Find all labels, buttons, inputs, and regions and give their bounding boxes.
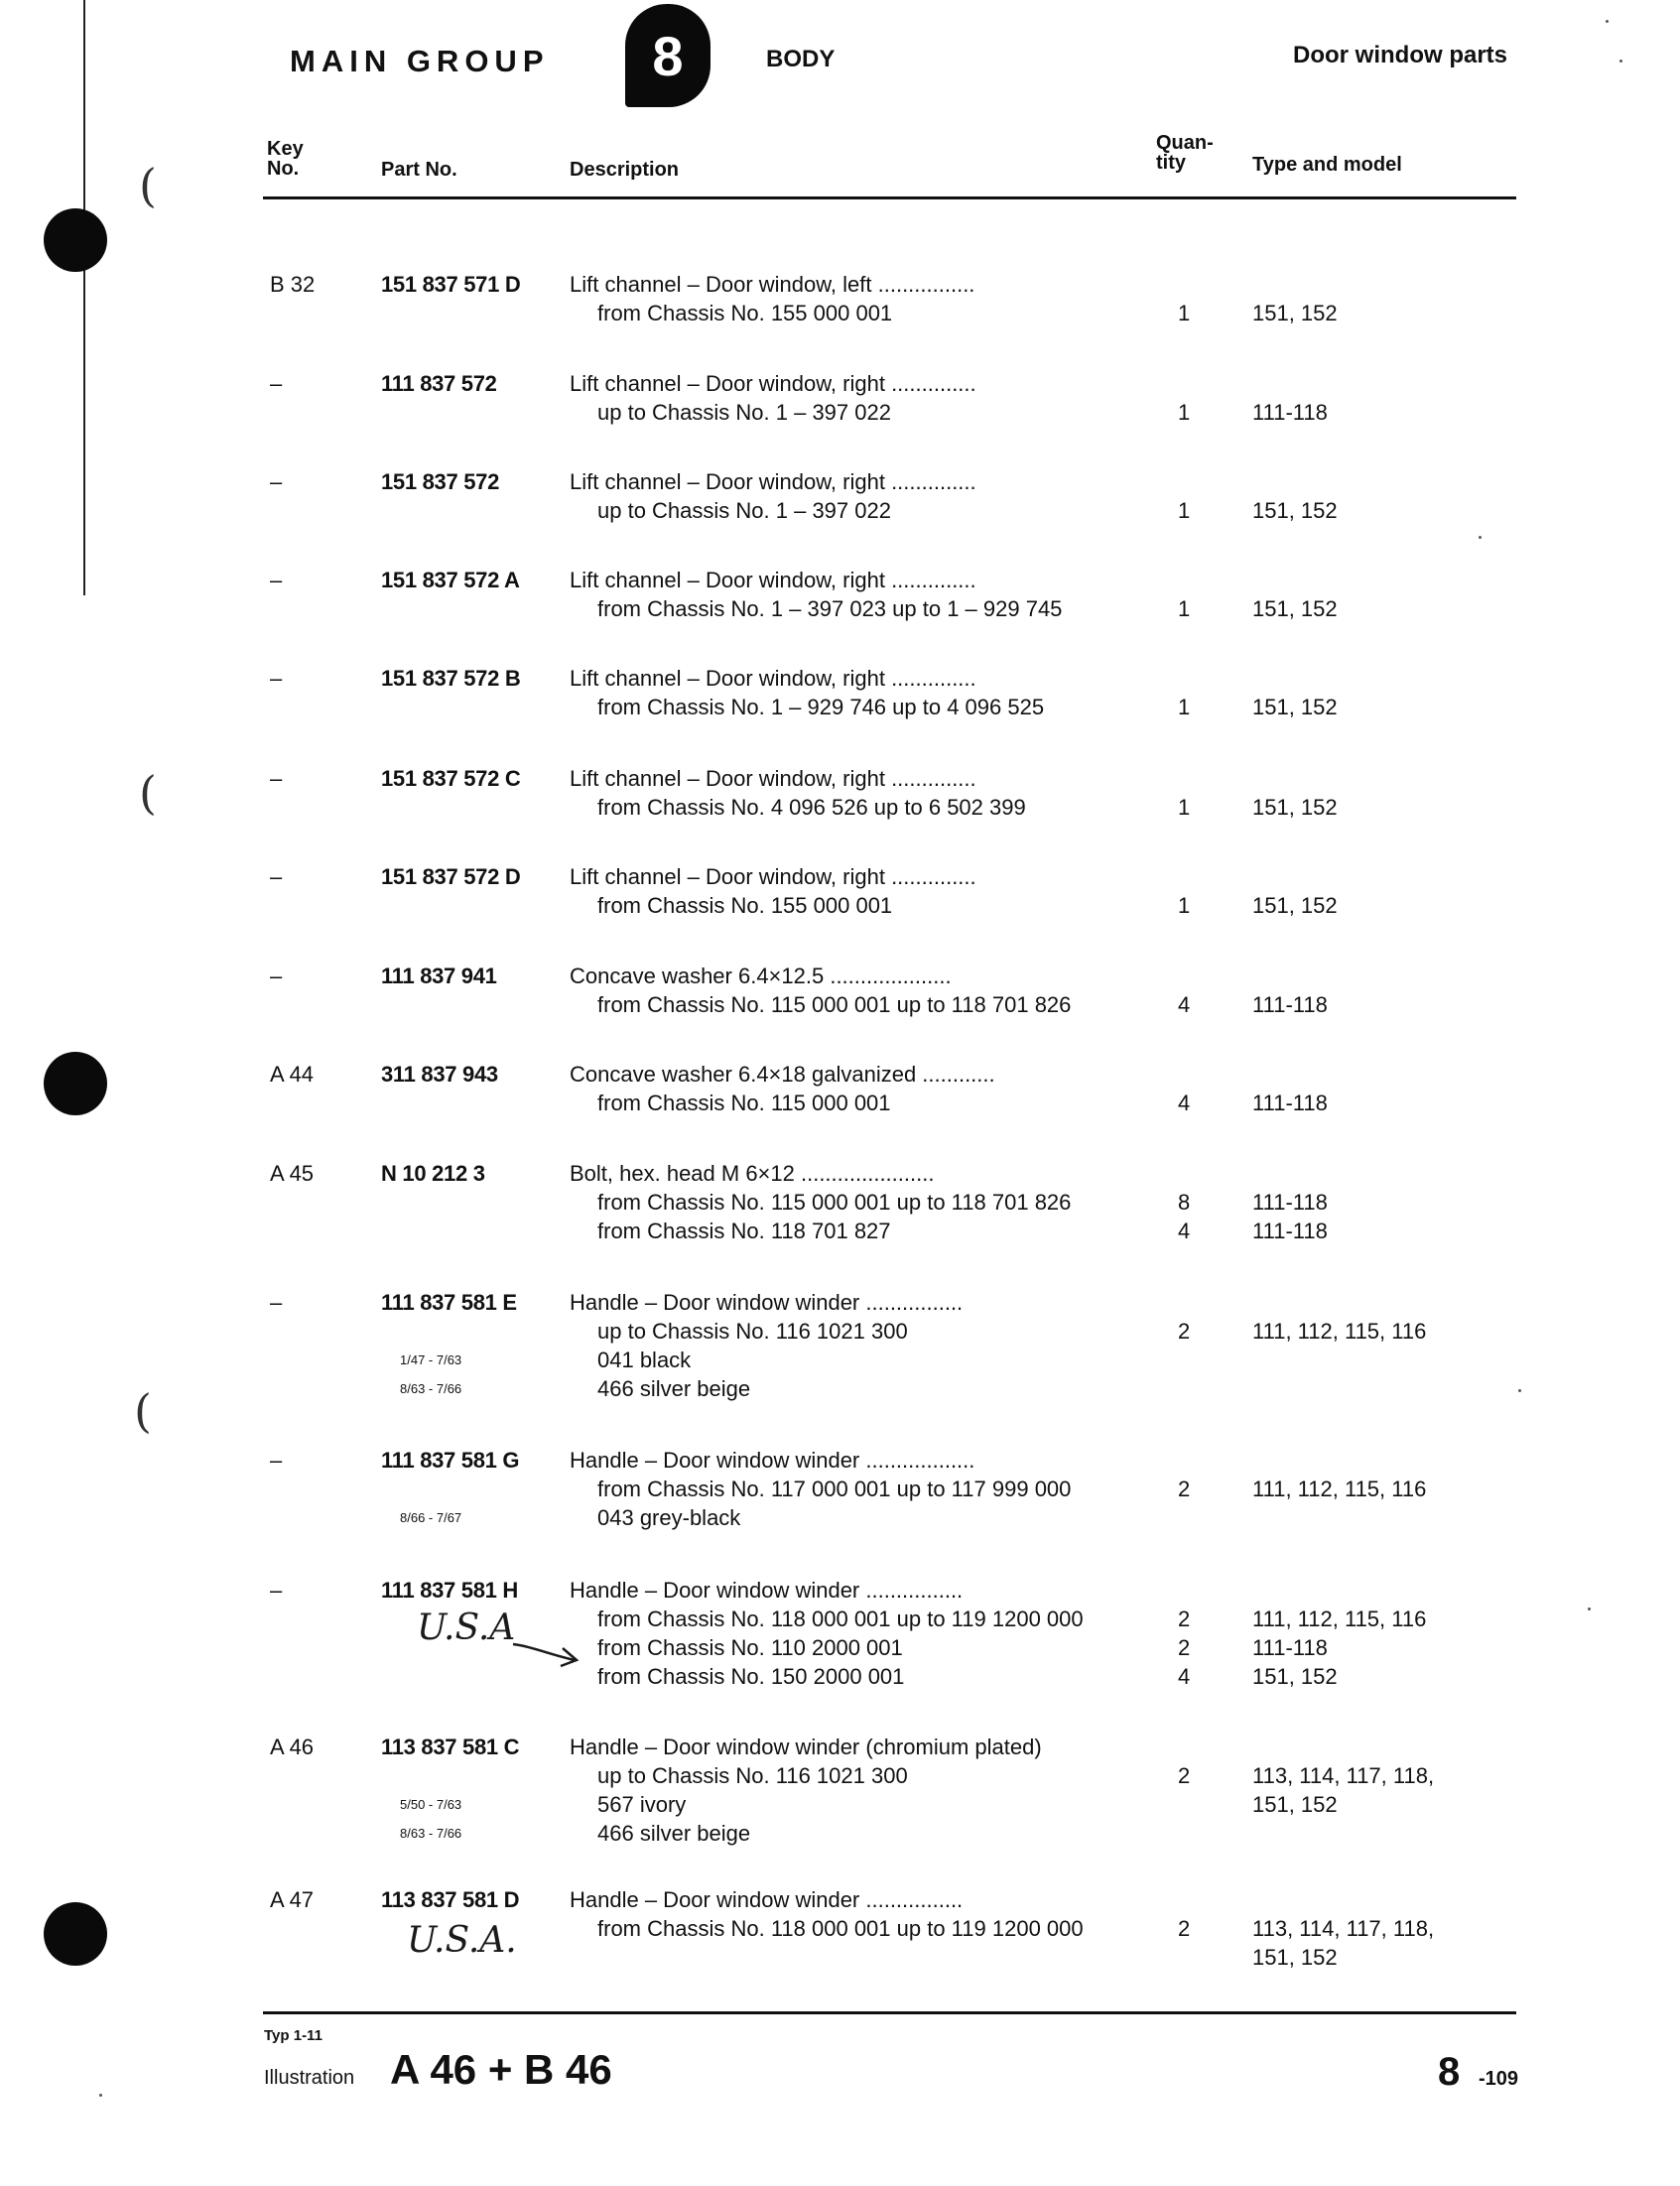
- part-number: 151 837 572 D: [381, 864, 521, 889]
- date-range: 1/47 - 7/63: [400, 1352, 462, 1367]
- margin-mark: (: [139, 766, 157, 820]
- table-row: [0, 962, 1680, 1017]
- page-number: 8: [1438, 2050, 1461, 2094]
- quantity-value: 4: [1178, 1091, 1191, 1115]
- type-model-value: [1252, 1159, 1328, 1188]
- part-title: Handle – Door window winder ................: [570, 1887, 964, 1912]
- description: [570, 1576, 1145, 1691]
- chassis-range: from Chassis No. 4 096 526 up to 6 502 399: [597, 795, 1026, 820]
- type-model-value: 111, 112, 115, 116: [1252, 1607, 1427, 1631]
- type-model-value: 151, 152: [1252, 1792, 1338, 1817]
- type-model-value: 111-118: [1252, 1635, 1328, 1660]
- scan-speck: [99, 2094, 102, 2097]
- part-number: 151 837 572: [381, 469, 500, 494]
- type-model-value: [1252, 764, 1338, 793]
- key-number: –: [270, 964, 283, 988]
- quantity-value: 8: [1178, 1190, 1191, 1215]
- production-dates: [400, 1288, 461, 1403]
- quantity-value: [1178, 764, 1190, 793]
- quantity: [1178, 764, 1190, 822]
- margin-mark: (: [134, 1384, 152, 1438]
- type-model: [1252, 664, 1338, 721]
- type-model: [1252, 764, 1338, 822]
- binder-line: [83, 0, 85, 595]
- type-model-value: 151, 152: [1252, 596, 1338, 621]
- type-model-value: 111, 112, 115, 116: [1252, 1319, 1427, 1344]
- type-model-value: 151, 152: [1252, 795, 1338, 820]
- part-title: Handle – Door window winder (chromium plated): [570, 1735, 1042, 1759]
- chassis-range: from Chassis No. 1 – 929 746 up to 4 096 525: [597, 695, 1045, 719]
- chassis-range: from Chassis No. 118 701 827: [597, 1219, 891, 1243]
- type-model: [1252, 1733, 1434, 1819]
- scan-speck: [1619, 60, 1622, 63]
- quantity-value: [1178, 962, 1190, 990]
- table-row: [0, 764, 1680, 820]
- color-variant: 043 grey-black: [597, 1505, 741, 1530]
- key-number: –: [270, 1448, 283, 1473]
- quantity-value: 2: [1178, 1916, 1191, 1941]
- scan-speck: [1518, 1389, 1521, 1392]
- quantity: [1178, 1885, 1190, 1943]
- chassis-range: from Chassis No. 155 000 001: [597, 893, 893, 918]
- description: [570, 1159, 1145, 1245]
- type-model-value: [1252, 467, 1338, 496]
- quantity-value: 4: [1178, 1664, 1191, 1689]
- part-title: Lift channel – Door window, right ..............: [570, 864, 976, 889]
- quantity-value: [1178, 369, 1190, 398]
- date-range: [400, 1288, 461, 1317]
- key-number: –: [270, 469, 283, 494]
- part-title: Lift channel – Door window, right ..............: [570, 568, 976, 592]
- chassis-range: from Chassis No. 118 000 001 up to 119 1200 000: [597, 1607, 1084, 1631]
- type-model: [1252, 369, 1328, 427]
- table-row: [0, 1733, 1680, 1846]
- part-title: Lift channel – Door window, right ..............: [570, 469, 976, 494]
- quantity: [1178, 270, 1190, 327]
- quantity: [1178, 566, 1190, 623]
- part-title: Lift channel – Door window, left ................: [570, 272, 975, 297]
- quantity-value: 1: [1178, 596, 1191, 621]
- part-number: 111 837 581 H: [381, 1578, 519, 1603]
- part-title: Lift channel – Door window, right ..............: [570, 371, 976, 396]
- chassis-range: from Chassis No. 117 000 001 up to 117 999 000: [597, 1477, 1072, 1501]
- chassis-range: from Chassis No. 118 000 001 up to 119 1200 000: [597, 1916, 1084, 1941]
- part-number: N 10 212 3: [381, 1161, 485, 1186]
- part-number: 151 837 571 D: [381, 272, 521, 297]
- main-group-title: MAIN GROUP: [290, 44, 550, 78]
- type-model-value: [1252, 1885, 1434, 1914]
- quantity-value: 1: [1178, 498, 1191, 523]
- type-model-value: 111-118: [1252, 400, 1328, 425]
- type-model-value: [1252, 962, 1328, 990]
- type-model: [1252, 862, 1338, 920]
- quantity: [1178, 1576, 1190, 1691]
- production-dates: [400, 1733, 461, 1848]
- type-model: [1252, 566, 1338, 623]
- quantity-value: [1178, 270, 1190, 299]
- date-range: [400, 1733, 461, 1761]
- type-model-value: [1252, 1576, 1426, 1605]
- quantity-value: [1178, 467, 1190, 496]
- col-key: Key No.: [267, 138, 304, 180]
- part-number: 311 837 943: [381, 1062, 498, 1087]
- type-model-value: [1252, 664, 1338, 693]
- key-number: A 46: [270, 1735, 315, 1759]
- quantity: [1178, 1733, 1190, 1790]
- part-title: Handle – Door window winder ................: [570, 1290, 964, 1315]
- quantity: [1178, 664, 1190, 721]
- quantity-value: 2: [1178, 1477, 1191, 1501]
- quantity-value: 1: [1178, 795, 1191, 820]
- chassis-range: up to Chassis No. 1 – 397 022: [597, 400, 891, 425]
- date-range: [400, 1446, 461, 1475]
- part-number: 113 837 581 D: [381, 1887, 520, 1912]
- part-title: Lift channel – Door window, right ..............: [570, 766, 976, 791]
- key-number: A 47: [270, 1887, 315, 1912]
- subsection-title: Door window parts: [1293, 42, 1507, 68]
- part-number: 113 837 581 C: [381, 1735, 520, 1759]
- section-title: BODY: [766, 46, 836, 72]
- description: [570, 962, 1145, 1019]
- table-row: [0, 566, 1680, 621]
- description: [570, 369, 1145, 427]
- type-model-value: 111-118: [1252, 1091, 1328, 1115]
- key-number: –: [270, 371, 283, 396]
- key-number: –: [270, 1290, 283, 1315]
- quantity-value: [1178, 1159, 1190, 1188]
- chassis-range: from Chassis No. 1 – 397 023 up to 1 – 929 745: [597, 596, 1063, 621]
- color-variant: 466 silver beige: [597, 1376, 751, 1401]
- type-model-value: [1252, 1060, 1328, 1089]
- quantity: [1178, 862, 1190, 920]
- part-title: Bolt, hex. head M 6×12 ......................: [570, 1161, 935, 1186]
- type-model-value: 151, 152: [1252, 695, 1338, 719]
- col-description: Description: [570, 159, 680, 181]
- part-title: Lift channel – Door window, right ..............: [570, 666, 976, 691]
- table-row: [0, 270, 1680, 325]
- table-row: [0, 369, 1680, 425]
- scan-speck: [1606, 20, 1609, 23]
- type-model-value: 151, 152: [1252, 301, 1338, 325]
- group-number-badge: [625, 4, 711, 107]
- part-number: 151 837 572 B: [381, 666, 521, 691]
- part-title: Concave washer 6.4×18 galvanized ............: [570, 1062, 995, 1087]
- footer-type: Typ 1-11: [264, 2027, 323, 2044]
- illustration-label: Illustration: [264, 2067, 355, 2089]
- description: [570, 862, 1145, 920]
- quantity: [1178, 369, 1190, 427]
- chassis-range: from Chassis No. 115 000 001 up to 118 701 826: [597, 1190, 1072, 1215]
- col-type: Type and model: [1252, 154, 1402, 176]
- quantity-value: 2: [1178, 1635, 1191, 1660]
- type-model: [1252, 1060, 1328, 1117]
- key-number: –: [270, 864, 283, 889]
- type-model-value: 111-118: [1252, 1219, 1328, 1243]
- color-variant: 567 ivory: [597, 1792, 687, 1817]
- part-title: Concave washer 6.4×12.5 ....................: [570, 964, 952, 988]
- type-model-value: 151, 152: [1252, 1664, 1338, 1689]
- type-model-value: [1252, 270, 1338, 299]
- part-title: Handle – Door window winder ..................: [570, 1448, 975, 1473]
- date-range: 8/63 - 7/66: [400, 1381, 462, 1396]
- table-row: [0, 467, 1680, 523]
- quantity-value: [1178, 1733, 1190, 1761]
- type-model: [1252, 270, 1338, 327]
- quantity: [1178, 1446, 1190, 1503]
- quantity: [1178, 1060, 1190, 1117]
- table-row: [0, 664, 1680, 719]
- part-title: Handle – Door window winder ................: [570, 1578, 964, 1603]
- key-number: –: [270, 568, 283, 592]
- part-number: 151 837 572 C: [381, 766, 521, 791]
- table-row: [0, 862, 1680, 918]
- quantity-value: [1178, 1060, 1190, 1089]
- scan-speck: [1588, 1607, 1591, 1610]
- type-model-value: [1252, 566, 1338, 594]
- quantity: [1178, 467, 1190, 525]
- description: [570, 764, 1145, 822]
- table-row: [0, 1159, 1680, 1243]
- table-row: [0, 1446, 1680, 1530]
- description: [570, 1446, 1145, 1532]
- type-model-value: 151, 152: [1252, 1945, 1338, 1970]
- type-model-value: 151, 152: [1252, 893, 1338, 918]
- table-row: [0, 1288, 1680, 1401]
- key-number: A 44: [270, 1062, 315, 1087]
- type-model-value: [1252, 1446, 1426, 1475]
- quantity-value: 2: [1178, 1319, 1191, 1344]
- quantity-value: 1: [1178, 301, 1191, 325]
- punch-hole: [44, 208, 107, 272]
- type-model: [1252, 1159, 1328, 1245]
- color-variant: 466 silver beige: [597, 1821, 751, 1846]
- key-number: –: [270, 766, 283, 791]
- description: [570, 270, 1145, 327]
- part-number: 111 837 581 E: [381, 1290, 517, 1315]
- quantity-value: 1: [1178, 400, 1191, 425]
- header-rule: [263, 196, 1516, 199]
- description: [570, 566, 1145, 623]
- quantity-value: 2: [1178, 1763, 1191, 1788]
- quantity-value: 1: [1178, 695, 1191, 719]
- chassis-range: from Chassis No. 115 000 001: [597, 1091, 891, 1115]
- key-number: B 32: [270, 272, 316, 297]
- handwritten-note-usa: U.S.A: [417, 1607, 516, 1648]
- part-number: 111 837 941: [381, 964, 497, 988]
- date-range: [400, 1317, 461, 1346]
- quantity-value: [1178, 1446, 1190, 1475]
- color-variant: 041 black: [597, 1348, 692, 1372]
- quantity-value: 1: [1178, 893, 1191, 918]
- description: [570, 467, 1145, 525]
- col-part: Part No.: [381, 159, 457, 181]
- type-model-value: [1252, 862, 1338, 891]
- type-model: [1252, 1288, 1426, 1346]
- type-model: [1252, 1576, 1426, 1691]
- chassis-range: up to Chassis No. 1 – 397 022: [597, 498, 891, 523]
- type-model-value: [1252, 1733, 1434, 1761]
- col-quantity: Quan- tity: [1156, 132, 1214, 174]
- type-model: [1252, 1885, 1434, 1972]
- type-model-value: 111-118: [1252, 1190, 1328, 1215]
- type-model: [1252, 962, 1328, 1019]
- date-range: [400, 1761, 461, 1790]
- type-model: [1252, 467, 1338, 525]
- punch-hole: [44, 1902, 107, 1966]
- date-range: 8/63 - 7/66: [400, 1826, 462, 1841]
- part-number: 151 837 572 A: [381, 568, 520, 592]
- part-number: 111 837 581 G: [381, 1448, 520, 1473]
- production-dates: [400, 1446, 461, 1532]
- type-model: [1252, 1446, 1426, 1503]
- chassis-range: from Chassis No. 155 000 001: [597, 301, 893, 325]
- margin-mark: (: [139, 159, 157, 212]
- chassis-range: up to Chassis No. 116 1021 300: [597, 1763, 908, 1788]
- type-model-value: 111-118: [1252, 992, 1328, 1017]
- type-model-value: [1252, 369, 1328, 398]
- description: [570, 1288, 1145, 1403]
- chassis-range: up to Chassis No. 116 1021 300: [597, 1319, 908, 1344]
- date-range: 8/66 - 7/67: [400, 1510, 462, 1525]
- chassis-range: from Chassis No. 115 000 001 up to 118 701 826: [597, 992, 1072, 1017]
- quantity-value: [1178, 862, 1190, 891]
- key-number: –: [270, 1578, 283, 1603]
- date-range: [400, 1475, 461, 1503]
- quantity: [1178, 962, 1190, 1019]
- quantity-value: [1178, 664, 1190, 693]
- type-model-value: 113, 114, 117, 118,: [1252, 1916, 1435, 1941]
- group-number: 8: [652, 24, 684, 87]
- type-model-value: 151, 152: [1252, 498, 1338, 523]
- key-number: –: [270, 666, 283, 691]
- type-model-value: 113, 114, 117, 118,: [1252, 1763, 1435, 1788]
- quantity-value: 2: [1178, 1607, 1191, 1631]
- chassis-range: from Chassis No. 150 2000 001: [597, 1664, 905, 1689]
- table-row: [0, 1060, 1680, 1115]
- quantity: [1178, 1288, 1190, 1346]
- description: [570, 1885, 1145, 1943]
- handwritten-note-usa: U.S.A.: [407, 1920, 517, 1961]
- quantity-value: 4: [1178, 1219, 1191, 1243]
- handwritten-arrow-icon: [511, 1632, 581, 1668]
- quantity-value: [1178, 1885, 1190, 1914]
- punch-hole: [44, 1052, 107, 1115]
- description: [570, 1733, 1145, 1848]
- illustration-value: A 46 + B 46: [390, 2046, 612, 2093]
- key-number: A 45: [270, 1161, 315, 1186]
- part-number: 111 837 572: [381, 371, 497, 396]
- scan-speck: [1479, 536, 1482, 539]
- quantity: [1178, 1159, 1190, 1245]
- page-number-sub: -109: [1479, 2068, 1519, 2090]
- quantity-value: [1178, 566, 1190, 594]
- footer-rule: [263, 2011, 1516, 2014]
- date-range: 5/50 - 7/63: [400, 1797, 462, 1812]
- description: [570, 664, 1145, 721]
- chassis-range: from Chassis No. 110 2000 001: [597, 1635, 903, 1660]
- type-model-value: 111, 112, 115, 116: [1252, 1477, 1427, 1501]
- type-model-value: [1252, 1288, 1426, 1317]
- quantity-value: [1178, 1288, 1190, 1317]
- quantity-value: [1178, 1576, 1190, 1605]
- quantity-value: 4: [1178, 992, 1191, 1017]
- description: [570, 1060, 1145, 1117]
